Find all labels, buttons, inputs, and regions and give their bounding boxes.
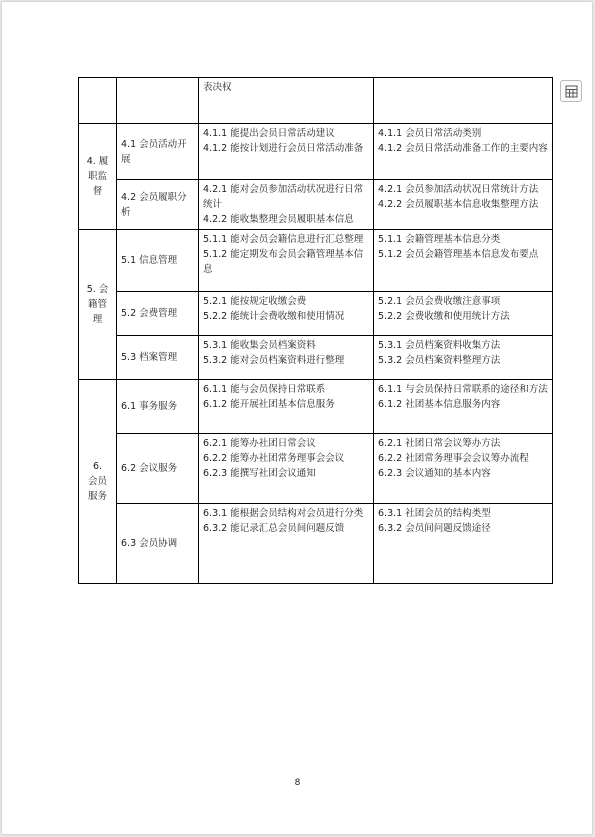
knowledge-line: 4.1.2 会员日常活动准备工作的主要内容 bbox=[378, 143, 548, 154]
knowledge-line: 4.2.2 会员履职基本信息收集整理方法 bbox=[378, 199, 539, 210]
item-name-line: 6.3 会员协调 bbox=[121, 538, 178, 549]
item-name-line: 析 bbox=[121, 206, 131, 218]
section-label-line: 会员 bbox=[87, 476, 107, 487]
item-name-line: 4.2 会员履职分 bbox=[121, 191, 187, 203]
item-name bbox=[117, 434, 199, 504]
skill-line: 5.3.2 能对会员档案资料进行整理 bbox=[203, 355, 345, 366]
section-label-line: 6. bbox=[92, 461, 103, 472]
skill-line: 6.2.1 能筹办社团日常会议 bbox=[203, 438, 316, 449]
knowledge-line: 6.2.1 社团日常会议筹办方法 bbox=[378, 438, 501, 449]
skill-line: 6.3.1 能根据会员结构对会员进行分类 bbox=[203, 508, 364, 519]
knowledge-line: 4.2.1 会员参加活动状况日常统计方法 bbox=[378, 184, 539, 195]
cell-skill bbox=[199, 230, 374, 292]
section-label bbox=[79, 380, 117, 584]
cell-knowledge bbox=[374, 230, 553, 292]
skill-line: 5.3.1 能收集会员档案资料 bbox=[203, 340, 316, 351]
skill-line: 4.2.2 能收集整理会员履职基本信息 bbox=[203, 214, 354, 225]
item-name-line: 6.1 事务服务 bbox=[121, 401, 178, 412]
table-row bbox=[79, 380, 553, 434]
table-row bbox=[79, 230, 553, 292]
section-label bbox=[79, 124, 117, 230]
skill-line: 6.2.2 能筹办社团常务理事会会议 bbox=[203, 453, 345, 464]
table-row bbox=[79, 434, 553, 504]
cell-skill bbox=[199, 292, 374, 336]
cell-skill: 表决权 bbox=[199, 78, 374, 124]
cell-knowledge bbox=[374, 124, 553, 180]
item-name-line: 6.2 会议服务 bbox=[121, 463, 178, 474]
knowledge-line: 4.1.1 会员日常活动类别 bbox=[378, 128, 482, 139]
skill-line: 6.2.3 能撰写社团会议通知 bbox=[203, 468, 316, 479]
knowledge-line: 5.1.1 会籍管理基本信息分类 bbox=[378, 234, 501, 245]
cell-knowledge bbox=[374, 180, 553, 230]
item-name bbox=[117, 124, 199, 180]
skill-line: 6.3.2 能记录汇总会员间问题反馈 bbox=[203, 523, 345, 534]
knowledge-line: 5.1.2 会员会籍管理基本信息发布要点 bbox=[378, 249, 539, 260]
skill-line: 5.2.1 能按规定收缴会费 bbox=[203, 296, 307, 307]
cell-knowledge bbox=[374, 504, 553, 584]
item-name bbox=[117, 230, 199, 292]
section-label bbox=[79, 230, 117, 380]
cell-skill bbox=[199, 380, 374, 434]
table-row bbox=[79, 504, 553, 584]
cell-knowledge bbox=[374, 292, 553, 336]
skill-line: 4.1.2 能按计划进行会员日常活动准备 bbox=[203, 143, 364, 154]
cell-skill bbox=[199, 180, 374, 230]
section-label-line: 服务 bbox=[87, 491, 107, 502]
skill-line: 6.1.2 能开展社团基本信息服务 bbox=[203, 399, 335, 410]
knowledge-line: 6.2.2 社团常务理事会会议筹办流程 bbox=[378, 453, 529, 464]
item-name-line: 展 bbox=[121, 153, 131, 165]
skill-line: 4.1.1 能提出会员日常活动建议 bbox=[203, 128, 335, 139]
skills-table bbox=[78, 77, 553, 584]
cell-skill bbox=[199, 336, 374, 380]
cell-skill bbox=[199, 434, 374, 504]
knowledge-line: 6.3.1 社团会员的结构类型 bbox=[378, 508, 491, 519]
table-row bbox=[79, 124, 553, 180]
grid-icon bbox=[565, 85, 578, 98]
item-name-line: 5.3 档案管理 bbox=[121, 352, 178, 363]
section-label-line: 职监 bbox=[87, 171, 107, 182]
table-row bbox=[79, 292, 553, 336]
knowledge-line: 5.2.2 会费收缴和使用统计方法 bbox=[378, 311, 510, 322]
cell-skill bbox=[199, 504, 374, 584]
section-label-line: 4. 履 bbox=[86, 156, 109, 167]
skill-line: 5.2.2 能统计会费收缴和使用情况 bbox=[203, 311, 345, 322]
knowledge-line: 6.1.2 社团基本信息服务内容 bbox=[378, 399, 501, 410]
item-name bbox=[117, 180, 199, 230]
cell-skill bbox=[199, 124, 374, 180]
knowledge-line: 6.2.3 会议通知的基本内容 bbox=[378, 468, 491, 479]
item-name bbox=[117, 292, 199, 336]
table-row bbox=[79, 336, 553, 380]
cell-knowledge bbox=[374, 336, 553, 380]
knowledge-line: 6.3.2 会员间问题反馈途径 bbox=[378, 523, 491, 534]
item-name bbox=[117, 504, 199, 584]
section-label-line: 督 bbox=[92, 186, 103, 197]
section-label-line: 理 bbox=[92, 314, 103, 325]
table-row bbox=[79, 78, 553, 124]
page-number: 8 bbox=[294, 778, 301, 788]
toolbar-button[interactable] bbox=[560, 80, 582, 102]
section-label-line: 籍管 bbox=[87, 299, 107, 310]
knowledge-line: 5.3.2 会员档案资料整理方法 bbox=[378, 355, 501, 366]
item-name-line: 5.2 会费管理 bbox=[121, 308, 178, 319]
cell-knowledge bbox=[374, 78, 553, 124]
cell-knowledge bbox=[374, 434, 553, 504]
item-name bbox=[117, 380, 199, 434]
skill-line: 5.1.1 能对会员会籍信息进行汇总整理 bbox=[203, 234, 364, 245]
skill-line: 5.1.2 能定期发布会员会籍管理基本信息 bbox=[203, 249, 364, 275]
table-row bbox=[79, 180, 553, 230]
item-name-line: 4.1 会员活动开 bbox=[121, 138, 187, 150]
knowledge-line: 5.2.1 会员会费收缴注意事项 bbox=[378, 296, 501, 307]
knowledge-line: 5.3.1 会员档案资料收集方法 bbox=[378, 340, 501, 351]
skill-line: 4.2.1 能对会员参加活动状况进行日常统计 bbox=[203, 184, 364, 210]
document-page bbox=[2, 2, 592, 834]
item-name-line: 5.1 信息管理 bbox=[121, 255, 178, 266]
skill-line: 6.1.1 能与会员保持日常联系 bbox=[203, 384, 326, 395]
item-name bbox=[117, 336, 199, 380]
cell-knowledge bbox=[374, 380, 553, 434]
knowledge-line: 6.1.1 与会员保持日常联系的途径和方法 bbox=[378, 384, 548, 395]
section-label-line: 5. 会 bbox=[86, 284, 109, 295]
